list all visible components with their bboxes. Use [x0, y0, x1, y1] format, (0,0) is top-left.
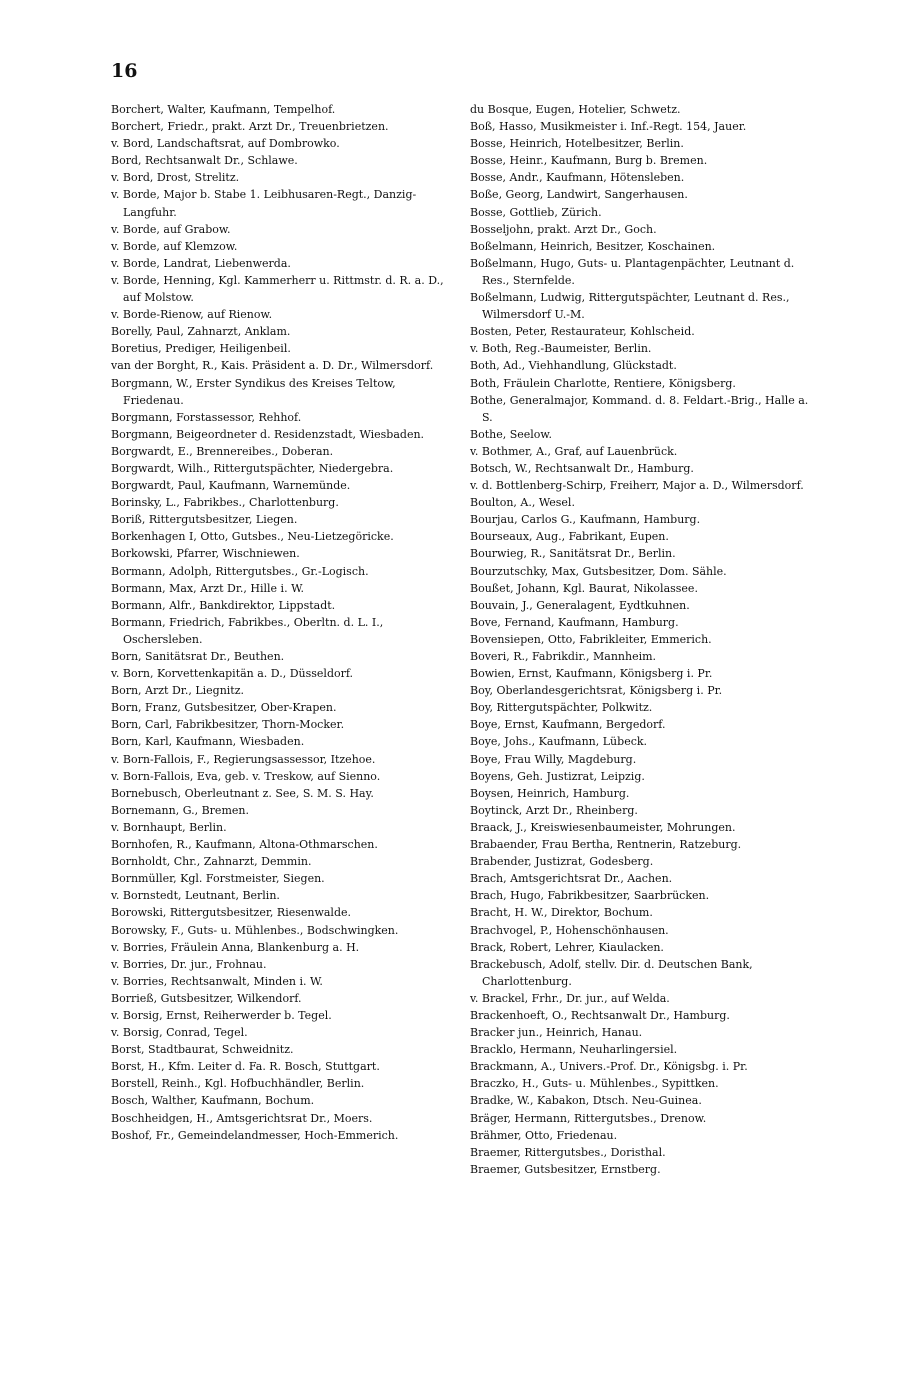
directory-entry: v. Borries, Fräulein Anna, Blankenburg a. H. [111, 940, 360, 954]
directory-entry: Bowien, Ernst, Kaufmann, Königsberg i. Pr. [470, 667, 713, 681]
directory-entry: v. Borsig, Conrad, Tegel. [111, 1026, 248, 1040]
directory-entry: Bornhofen, R., Kaufmann, Altona-Othmarschen. [111, 838, 378, 852]
directory-entry: Brabender, Justizrat, Godesberg. [470, 855, 654, 869]
directory-entry: Boußet, Johann, Kgl. Baurat, Nikolassee. [470, 581, 698, 595]
directory-entry: v. Born, Korvettenkapitän a. D., Düsseldorf. [111, 667, 354, 681]
directory-entry: v. Bord, Drost, Strelitz. [111, 171, 240, 185]
directory-entry: Bourzutschky, Max, Gutsbesitzer, Dom. Sähle. [470, 564, 727, 578]
directory-entry: Braack, J., Kreiswiesenbaumeister, Mohrungen. [470, 820, 736, 834]
directory-entry: Bourwieg, R., Sanitätsrat Dr., Berlin. [470, 547, 676, 561]
directory-entry: Bove, Fernand, Kaufmann, Hamburg. [470, 615, 679, 629]
directory-entry: v. Borde, Henning, Kgl. Kammerherr u. Rittmstr. d. R. a. D., auf Molstow. [111, 273, 444, 305]
directory-entry: Both, Ad., Viehhandlung, Glückstadt. [470, 359, 677, 373]
directory-entry: Borgwardt, Paul, Kaufmann, Warnemünde. [111, 479, 351, 493]
directory-entry: v. Born-Fallois, F., Regierungsassessor, Itzehoe. [111, 752, 376, 766]
directory-entry: Bord, Rechtsanwalt Dr., Schlawe. [111, 154, 298, 168]
directory-entry: Brähmer, Otto, Friedenau. [470, 1128, 618, 1142]
directory-entry: Boßelmann, Ludwig, Rittergutspächter, Leutnant d. Res., Wilmersdorf U.-M. [470, 291, 790, 322]
directory-entry: Boschheidgen, H., Amtsgerichtsrat Dr., Moers. [111, 1111, 373, 1125]
directory-entry: Borst, Stadtbaurat, Schweidnitz. [111, 1043, 294, 1057]
page-number: 16 [111, 60, 138, 82]
directory-entry: Braemer, Gutsbesitzer, Ernstberg. [470, 1162, 661, 1176]
directory-entry: Bourjau, Carlos G., Kaufmann, Hamburg. [470, 513, 701, 527]
directory-entry: Both, Fräulein Charlotte, Rentiere, Königsberg. [470, 376, 736, 390]
directory-entry: Borelly, Paul, Zahnarzt, Anklam. [111, 325, 291, 339]
directory-entry: Boysen, Heinrich, Hamburg. [470, 786, 630, 800]
directory-entry: Brackebusch, Adolf, stellv. Dir. d. Deutschen Bank, Charlottenburg. [470, 957, 753, 988]
directory-entry: Borgmann, W., Erster Syndikus des Kreises Teltow, Friedenau. [111, 376, 396, 407]
directory-entry: Bracker jun., Heinrich, Hanau. [470, 1026, 643, 1040]
directory-entry: Bosten, Peter, Restaurateur, Kohlscheid. [470, 325, 695, 339]
directory-entry: Bradke, W., Kabakon, Dtsch. Neu-Guinea. [470, 1094, 702, 1108]
directory-entry: Bothe, Generalmajor, Kommand. d. 8. Feldart.-Brig., Halle a. S. [470, 393, 809, 424]
directory-entry: Borchert, Walter, Kaufmann, Tempelhof. [111, 103, 336, 116]
directory-entry: Boß, Hasso, Musikmeister i. Inf.-Regt. 154, Jauer. [470, 120, 747, 134]
directory-entry: Boulton, A., Wesel. [470, 496, 575, 510]
directory-entry: Bormann, Friedrich, Fabrikbes., Oberltn. d. L. I., Oschersleben. [111, 615, 384, 646]
directory-entry: Boye, Johs., Kaufmann, Lübeck. [470, 735, 648, 749]
directory-entry: Borinsky, L., Fabrikbes., Charlottenburg. [111, 496, 339, 510]
directory-entry: Born, Sanitätsrat Dr., Beuthen. [111, 650, 285, 663]
directory-entry: Boy, Oberlandesgerichtsrat, Königsberg i. Pr. [470, 684, 723, 698]
right-column [470, 101, 810, 1178]
directory-entry: v. Borde, Major b. Stabe 1. Leibhusaren-Regt., Danzig-Langfuhr. [111, 188, 417, 219]
directory-entry: Botsch, W., Rechtsanwalt Dr., Hamburg. [470, 461, 694, 475]
directory-entry: Boßelmann, Heinrich, Besitzer, Koschainen. [470, 239, 716, 253]
directory-entry: Borowski, Rittergutsbesitzer, Riesenwalde. [111, 906, 351, 920]
directory-entry: Bourseaux, Aug., Fabrikant, Eupen. [470, 530, 669, 544]
directory-entry: Boye, Frau Willy, Magdeburg. [470, 752, 637, 766]
directory-entry: v. Borde, auf Klemzow. [111, 239, 238, 253]
left-column [111, 101, 451, 1144]
directory-entry: Boytinck, Arzt Dr., Rheinberg. [470, 803, 638, 817]
directory-entry: v. Both, Reg.-Baumeister, Berlin. [470, 342, 652, 356]
directory-entry: Borstell, Reinh., Kgl. Hofbuchhändler, Berlin. [111, 1077, 365, 1091]
directory-entry: Boveri, R., Fabrikdir., Mannheim. [470, 650, 657, 663]
directory-entry: Brackmann, A., Univers.-Prof. Dr., Königsbg. i. Pr. [470, 1060, 748, 1074]
directory-entry: Born, Karl, Kaufmann, Wiesbaden. [111, 735, 305, 749]
directory-entry: Bovensiepen, Otto, Fabrikleiter, Emmerich. [470, 632, 712, 646]
directory-entry: Braczko, H., Guts- u. Mühlenbes., Sypittken. [470, 1077, 719, 1091]
directory-entry: v. Bornstedt, Leutnant, Berlin. [111, 889, 280, 903]
directory-entry: Bormann, Adolph, Rittergutsbes., Gr.-Logisch. [111, 564, 369, 578]
directory-entry: Boße, Georg, Landwirt, Sangerhausen. [470, 188, 688, 202]
directory-entry: Boshof, Fr., Gemeindelandmesser, Hoch-Emmerich. [111, 1128, 399, 1142]
directory-entry: Bornemann, G., Bremen. [111, 803, 249, 817]
directory-entry: Borgwardt, E., Brennereibes., Doberan. [111, 444, 334, 458]
directory-entry: v. Borsig, Ernst, Reiherwerder b. Tegel. [111, 1008, 332, 1022]
directory-entry: Borkenhagen I, Otto, Gutsbes., Neu-Lietzegöricke. [111, 530, 394, 544]
directory-entry: Borowsky, F., Guts- u. Mühlenbes., Bodschwingken. [111, 923, 399, 937]
directory-entry: Born, Arzt Dr., Liegnitz. [111, 684, 245, 698]
directory-entry: Brach, Hugo, Fabrikbesitzer, Saarbrücken. [470, 889, 710, 903]
directory-entry: Brackenhoeft, O., Rechtsanwalt Dr., Hamburg. [470, 1008, 730, 1022]
directory-entry: v. Brackel, Frhr., Dr. jur., auf Welda. [470, 991, 670, 1005]
directory-entry: Borgwardt, Wilh., Rittergutspächter, Niedergebra. [111, 461, 394, 475]
directory-entry: Borchert, Friedr., prakt. Arzt Dr., Treuenbrietzen. [111, 120, 389, 134]
directory-entry: Bracklo, Hermann, Neuharlingersiel. [470, 1043, 678, 1057]
directory-entry: Bormann, Max, Arzt Dr., Hille i. W. [111, 581, 304, 595]
directory-entry: van der Borght, R., Kais. Präsident a. D. Dr., Wilmersdorf. [111, 359, 434, 373]
directory-entry: v. Borde, Landrat, Liebenwerda. [111, 256, 291, 270]
directory-entry: Boye, Ernst, Kaufmann, Bergedorf. [470, 718, 666, 732]
directory-entry: Bothe, Seelow. [470, 427, 553, 441]
directory-entry: Bräger, Hermann, Rittergutsbes., Drenow. [470, 1111, 707, 1125]
directory-entry: Bosse, Heinr., Kaufmann, Burg b. Bremen. [470, 154, 708, 168]
directory-entry: Bracht, H. W., Direktor, Bochum. [470, 906, 653, 920]
directory-entry: Bosseljohn, prakt. Arzt Dr., Goch. [470, 222, 657, 236]
directory-entry: v. d. Bottlenberg-Schirp, Freiherr, Major a. D., Wilmersdorf. [470, 479, 804, 493]
directory-entry: Boriß, Rittergutsbesitzer, Liegen. [111, 513, 298, 527]
directory-entry: v. Bord, Landschaftsrat, auf Dombrowko. [111, 137, 340, 151]
directory-entry: Bormann, Alfr., Bankdirektor, Lippstadt. [111, 598, 336, 612]
directory-entry: Borgmann, Beigeordneter d. Residenzstadt, Wiesbaden. [111, 427, 425, 441]
directory-entry: Bosch, Walther, Kaufmann, Bochum. [111, 1094, 315, 1108]
directory-entry: Braemer, Rittergutsbes., Doristhal. [470, 1145, 666, 1159]
directory-entry: Boretius, Prediger, Heiligenbeil. [111, 342, 291, 356]
directory-entry: Bosse, Andr., Kaufmann, Hötensleben. [470, 171, 685, 185]
directory-entry: Brabaender, Frau Bertha, Rentnerin, Ratzeburg. [470, 838, 742, 852]
directory-entry: Brach, Amtsgerichtsrat Dr., Aachen. [470, 872, 673, 886]
directory-entry: v. Borde, auf Grabow. [111, 222, 231, 236]
directory-entry: Borrieß, Gutsbesitzer, Wilkendorf. [111, 991, 302, 1005]
directory-entry: Born, Franz, Gutsbesitzer, Ober-Krapen. [111, 701, 337, 715]
directory-entry: Brachvogel, P., Hohenschönhausen. [470, 923, 669, 937]
directory-entry: Bornebusch, Oberleutnant z. See, S. M. S. Hay. [111, 786, 374, 800]
directory-entry: Bouvain, J., Generalagent, Eydtkuhnen. [470, 598, 690, 612]
directory-entry: v. Borries, Rechtsanwalt, Minden i. W. [111, 974, 323, 988]
directory-entry: du Bosque, Eugen, Hotelier, Schwetz. [470, 103, 681, 116]
directory-entry: Boyens, Geh. Justizrat, Leipzig. [470, 769, 645, 783]
directory-entry: Borkowski, Pfarrer, Wischniewen. [111, 547, 300, 561]
directory-entry: v. Born-Fallois, Eva, geb. v. Treskow, auf Sienno. [111, 769, 381, 783]
directory-entry: v. Bothmer, A., Graf, auf Lauenbrück. [470, 444, 678, 458]
directory-entry: Bosse, Gottlieb, Zürich. [470, 205, 602, 219]
directory-entry: v. Bornhaupt, Berlin. [111, 820, 227, 834]
directory-entry: v. Borde-Rienow, auf Rienow. [111, 308, 273, 322]
directory-entry: Boy, Rittergutspächter, Polkwitz. [470, 701, 653, 715]
directory-entry: Bornmüller, Kgl. Forstmeister, Siegen. [111, 872, 325, 886]
directory-entry: Brack, Robert, Lehrer, Kiaulacken. [470, 940, 664, 954]
directory-entry: Borgmann, Forstassessor, Rehhof. [111, 410, 302, 424]
directory-entry: Bosse, Heinrich, Hotelbesitzer, Berlin. [470, 137, 684, 151]
directory-entry: Born, Carl, Fabrikbesitzer, Thorn-Mocker. [111, 718, 345, 732]
directory-entry: Borst, H., Kfm. Leiter d. Fa. R. Bosch, Stuttgart. [111, 1060, 380, 1074]
directory-entry: Boßelmann, Hugo, Guts- u. Plantagenpächter, Leutnant d. Res., Sternfelde. [470, 256, 795, 287]
directory-entry: Bornholdt, Chr., Zahnarzt, Demmin. [111, 855, 312, 869]
directory-entry: v. Borries, Dr. jur., Frohnau. [111, 957, 267, 971]
